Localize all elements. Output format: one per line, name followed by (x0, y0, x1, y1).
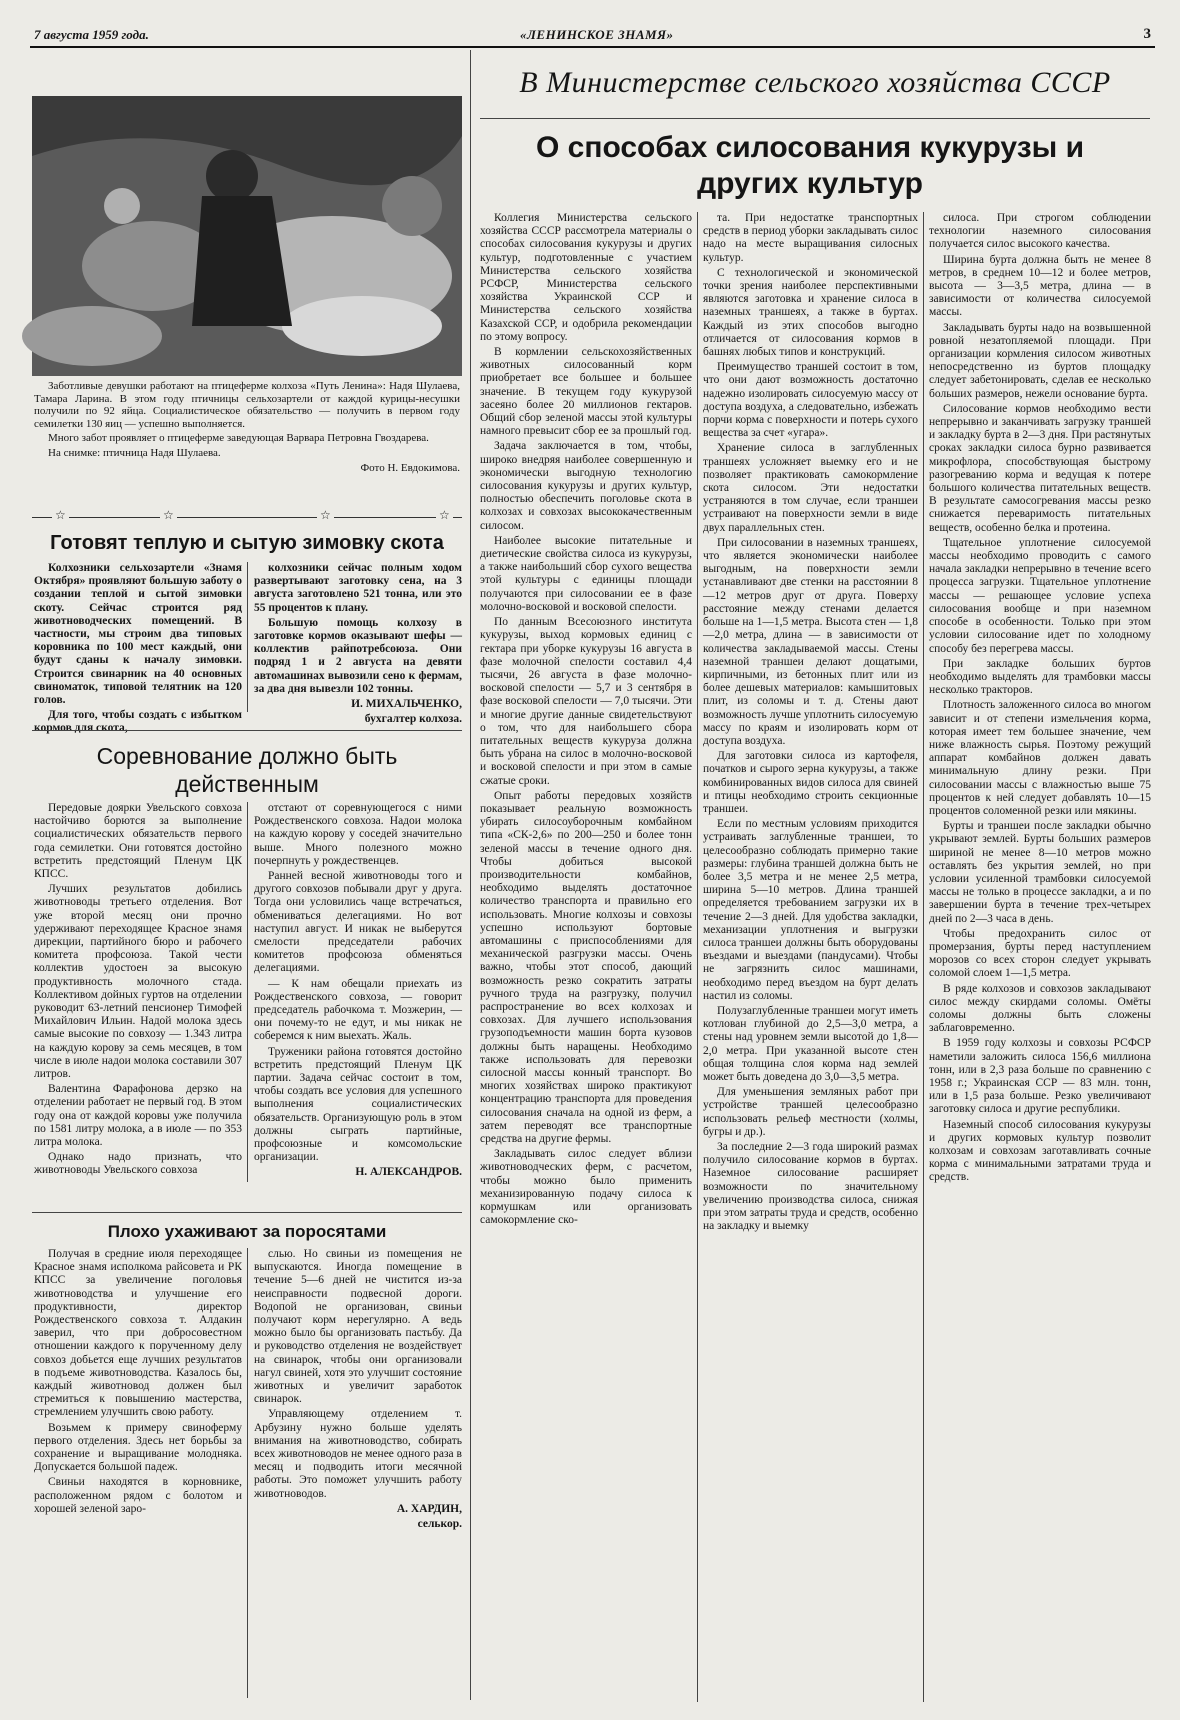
paragraph: Валентина Фарафонова дерзко на отделении работает не первый год. В этом году она от каждой коровы уже получила по 1581 литру молока, а в июле — по 353 литра молока. (34, 1083, 242, 1149)
paragraph: Ширина бурта должна быть не менее 8 метров, в среднем 10—12 и более метров, высота — 3—3,5 метра, длина — в зависимости от количества силосуемой массы. (929, 253, 1151, 319)
paragraph: В кормлении сельскохозяйственных животных силосованный корм приобретает все большее и большее значение. В текущем году кукурузой засеяно более 20 миллионов гектаров. Общий сбор зеленой массы этой культуры намного превысит сбор ее за прошлый год. (480, 346, 692, 438)
paragraph: силоса. При строгом соблюдении технологии наземного силосования получается силос высокого качества. (929, 212, 1151, 251)
paragraph: Силосование кормов необходимо вести непрерывно и заканчивать загрузку траншей и закладку бурта в 2—3 дня. При растянутых сроках закладки силоса бурно развивается микрофлора, способствующая быстрому разогреванию корма и ведущая к потере большого количества питательных веществ. В результате самосогревания массы резко снижается переваримость питательных веществ, особенно белка и протеина. (929, 402, 1151, 534)
paragraph: Для того, чтобы создать с избытком кормов для скота, (34, 709, 242, 735)
divider (32, 730, 462, 731)
paragraph: Большую помощь колхозу в заготовке кормов оказывают шефы — коллектив райпотребсоюза. Они подряд 1 и 2 августа на девяти автомашинах вывозили сено к фермам, за два дня вывезли 102 тонны. (254, 616, 462, 695)
paragraph: Возьмем к примеру свиноферму первого отделения. Здесь нет борьбы за сохранение и выращивание молодняка. Допускается большой падеж. (34, 1421, 242, 1474)
article2-column-2 (254, 802, 462, 1202)
newspaper-name: «ЛЕНИНСКОЕ ЗНАМЯ» (520, 27, 674, 42)
paragraph: Однако надо признать, что животноводы Увельского совхоза (34, 1151, 242, 1177)
paragraph: В 1959 году колхозы и совхозы РСФСР наметили заложить силоса 156,6 миллиона тонн, или в 2,3 раза больше по сравнению с 1958 г.; Украинская ССР — 83 млн. тонн, или в 1,5 раза больше. Резко увеличивают заготовку силоса и другие республики. (929, 1037, 1151, 1116)
paragraph: Для уменьшения земляных работ при устройстве траншей целесообразно использовать рельеф местности (холмы, бугры и др.). (703, 1086, 918, 1138)
article3-signature-role: селькор. (417, 1517, 462, 1530)
page-header (30, 26, 1155, 48)
ministry-section-title: В Министерстве сельского хозяйства СССР (519, 66, 1111, 99)
paragraph: Если по местным условиям приходится устраивать заглубленные траншеи, то целесообразно соблюдать примерно такие размеры: глубина траншей должна быть не более 3,5 метра и не менее 2,5 метра, ширина 5—10 метров. Длина траншей определяется требованием загрузки их в течение 2—3 дней. Для удобства закладки, механизации уплотнения и выгрузки силоса траншеи должны быть оборудованы въездами и выездами (пандусами). Чтобы не загрязнить силос машинами, необходимо перед въездом на бурт делать настил из соломы. (703, 818, 918, 1002)
issue-date: 7 августа 1959 года. (34, 27, 149, 42)
article2-column-1 (34, 802, 242, 1182)
article2-signature: Н. АЛЕКСАНДРОВ. (355, 1166, 462, 1179)
photo-caption (34, 380, 460, 476)
ministry-article-title: О способах силосования кукурузы и других культур (535, 131, 1085, 200)
column-rule (247, 1248, 248, 1698)
paragraph: та. При недостатке транспортных средств в период уборки закладывать силос надо на месте выращивания силосных культур. (703, 212, 918, 264)
divider (32, 1212, 462, 1213)
paragraph: Наиболее высокие питательные и диетические свойства силоса из кукурузы, а также наибольший сбор сухого вещества этой культуры с единицы площади получаются при силосовании ее в фазе молочно-восковой и восковой спелости. (480, 534, 692, 613)
caption-on-picture: На снимке: птичница Надя Шулаева. (48, 446, 221, 459)
article3-signature: А. ХАРДИН, (396, 1502, 462, 1515)
paragraph: Лучших результатов добились животноводы третьего отделения. Вот уже второй месяц они прочно удерживают переходящее Красное знамя дирекции, партийного бюро и рабочего комитета профсоюза. Такой чести коллектив удостоен за высокую продуктивность молочного стада. Коллективом дойных гуртов на отделении руководит 63-летний пенсионер Тимофей Михайлович Ильин. Надой молока здесь самые высокие по совхозу — 1.343 литра на каждую корову за семь месяцев, в том числе в июле надои молока составили 307 литров. (34, 883, 242, 1081)
paragraph: Наземный способ силосования кукурузы и других кормовых культур позволит колхозам и совхозам заготавливать сочные корма с минимальными затратами труда и средств. (929, 1118, 1151, 1184)
paragraph: При закладке больших буртов необходимо выделять для трамбовки массы несколько тракторов. (929, 657, 1151, 697)
paragraph: отстают от соревнующегося с ними Рождественского совхоза. Надои молока на каждую корову у соседей значительно выше. Много полезного можно почерпнуть у рождественцев. (254, 802, 462, 867)
paragraph: Бурты и траншеи после закладки обычно укрывают землей. Бурты больших размеров шириной не менее 8—10 метров можно оставлять без укрытия землей, но при условии усиленной трамбовки силосуемой массы не только в процессе закладки, а и по завершении бурта в течение трех-четырех дней по 2—3 часа в день. (929, 820, 1151, 925)
paragraph: Для заготовки силоса из картофеля, початков и сырого зерна кукурузы, а также комбинированных видов силоса для свиней и птицы необходимо строить секционные траншеи. (703, 750, 918, 815)
column-rule (697, 212, 698, 1702)
poultry-farm-photo (32, 96, 462, 376)
paragraph: Закладывать бурты надо на возвышенной ровной незатопляемой площади. При организации кормления силосом животных непосредственно из буртов площадку следует забетонировать, сделав ее несколько больших размеров, нежели основание бурта. (929, 321, 1151, 400)
paragraph: Плотность заложенного силоса во многом зависит и от степени измельчения корма, которая имеет тем большее значение, чем ниже влажность сырья. Поэтому режущий аппарат комбайнов должен давать минимальную длину резки. При силосовании массы с влажностью выше 75 процентов к ней следует добавлять 10—15 процентов соломенной резки или мякины. (929, 699, 1151, 817)
paragraph: За последние 2—3 года широкий размах получило силосование кормов в буртах. Наземное силосование расширяет возможности по значительному увеличению производства силоса, снижая при этом затраты труда и средств, особенно на закладку и выемку (703, 1141, 918, 1233)
paragraph: Колхозники сельхозартели «Знамя Октября» проявляют большую заботу о создании теплой и сытой зимовки скоту. Сейчас строится ряд животноводческих помещений. В частности, мы строим два типовых коровника по 100 мест каждый, они будут сданы к началу зимовки. Строится свинарник на 40 основных свиноматок, типовой телятник на 120 голов. (34, 562, 242, 707)
paragraph: Ранней весной животноводы того и другого совхозов побывали друг у друга. Тогда они условились чаще встречаться, обмениваться делегациями. Но вот наступил август. И никак не выберутся смелости председатели рабочих комитетов профсоюза обменяться делегациями. (254, 870, 462, 975)
article3-column-2 (254, 1248, 462, 1706)
paragraph: С технологической и экономической точки зрения наиболее перспективными являются заготовка и хранение силоса в наземных траншеях, а также в буртах. Каждый из этих способов выгодно отличается от силосования кормов в башнях любых типов и конструкций. (703, 266, 918, 359)
column-rule (247, 562, 248, 712)
section-rule (470, 50, 471, 1700)
article1-title: Готовят теплую и сытую зимовку скота (50, 532, 444, 554)
page-number: 3 (1143, 26, 1151, 42)
paragraph: Преимущество траншей состоит в том, что они дают возможность достаточно надежно изолировать силосуемую массу от доступа воздуха, а следовательно, избежать порчи корма с поверхности и потерь сухого вещества за счет «угара». (703, 361, 918, 440)
article2-title: Соревнование должно быть действенным (96, 743, 398, 797)
ministry-column-2 (703, 212, 918, 1706)
photo-credit: Фото Н. Евдокимова. (360, 461, 460, 474)
paragraph: Передовые доярки Увельского совхоза настойчиво борются за выполнение социалистических обязательств первого года семилетки. Они готовятся достойно встретить предстоящий Пленум ЦК КПСС. (34, 802, 242, 881)
paragraph: Коллегия Министерства сельского хозяйства СССР рассмотрела материалы о способах силосования кукурузы и других культур, подготовленные с участием Министерства сельского хозяйства РСФСР, Министерства сельского хозяйства Украинской ССР и Министерства сельского хозяйства Казахской ССР, и одобрила рекомендации по этому вопросу. (480, 212, 692, 343)
paragraph: По данным Всесоюзного института кукурузы, выход кормовых единиц с гектара при уборке кукурузы 16 августа в фазе молочной спелости составил 4,4 тысячи, 26 августа в фазе молочно-восковой спелости — 5,7 и 3 сентября в фазе восковой спелости — 7,0 тысячи. Эти и многие другие данные свидетельствуют о том, что для наибольшего сбора питательных веществ кукуруза должна быть убрана на силос в молочно-восковой и восковой спелости и при этом в самые сжатые сроки. (480, 616, 692, 787)
paragraph: Управляющему отделением т. Арбузину нужно больше уделять внимания на животноводство, собирать всех животноводов не менее одного раза в месяц и подводить итоги месячной работы. Это поможет улучшить работу животноводов. (254, 1408, 462, 1500)
paragraph: Хранение силоса в заглубленных траншеях усложняет выемку его и не позволяет практиковать самокормление скота силосом. Эти недостатки устраняются в том случае, если траншеи устраивают на поверхности земли в виде двух параллельных стен. (703, 442, 918, 534)
photo-image (32, 96, 462, 376)
paragraph: Закладывать силос следует вблизи животноводческих ферм, с расчетом, чтобы можно было применить механизированную подачу силоса к кормушкам или организовать самокормление ско- (480, 1148, 692, 1227)
paragraph: При силосовании в наземных траншеях, что является экономически наиболее выгодным, на поверхности земли устанавливают две стенки на расстоянии 8—12 метров друг от друга. Поверху расстояние между стенами делается больше на 1—1,5 метра. Высота стен — 1,8—2,0 метра, длина — в зависимости от количества закладываемой массы. Стены наземной траншеи делают дощатыми, кирпичными, из бетонных плит или из более дешевых материалов: камышитовых плит, из соломы и т. д. Стены дают возможность лучше уплотнить силосуемую массу по краям и изолировать корм от доступа воздуха. (703, 536, 918, 747)
article1-signature: И. МИХАЛЬЧЕНКО, (351, 698, 462, 711)
paragraph: В ряде колхозов и совхозов закладывают силос между скирдами соломы. Омёты соломы должны быть сложены заблаговременно. (929, 982, 1151, 1035)
column-rule (247, 802, 248, 1182)
article1-signature-role: бухгалтер колхоза. (364, 713, 462, 726)
newspaper-page (30, 26, 1155, 1706)
article3-title: Плохо ухаживают за поросятами (107, 1222, 387, 1241)
paragraph: Получая в средние июля переходящее Красное знамя исполкома райсовета и РК КПСС за увеличение поголовья животноводства и улучшение его продуктивности, директор Рождественского совхоза т. Алдакин заверил, что при добросовестном отношении каждого к порученному делу совхоз добьется еще лучших результатов в подъеме животноводства. Казалось бы, каждый животновод должен был стремиться к повышению мастерства, стремлением улучшить свою работу. (34, 1248, 242, 1419)
ministry-column-3 (929, 212, 1151, 1706)
paragraph: — К нам обещали приехать из Рождественского совхоза, — говорит председатель рабочкома т. Мозжерин, — они почему-то не едут, и мы никак не соберемся к ним выехать. Жаль. (254, 977, 462, 1043)
ministry-column-1 (480, 212, 692, 1706)
article1-column-2 (254, 562, 462, 726)
paragraph: Чтобы предохранить силос от промерзания, бурты перед наступлением морозов со всех сторон следует укрывать соломой слоем 1—1,5 метра. (929, 927, 1151, 980)
paragraph: Свиньи находятся в корновнике, расположенном рядом с болотом и хорошей зеленой заро- (34, 1476, 242, 1515)
column-rule (923, 212, 924, 1702)
paragraph: Тщательное уплотнение силосуемой массы необходимо проводить с самого начала закладки непрерывно в течение всего процесса загрузки. Тщательное уплотнение массы — решающее условие успеха силосования вообще и при наземном способе в особенности. Только при этом условии силосование идет по холодному способу без перегрева массы. (929, 536, 1151, 655)
article1-column-1 (34, 562, 242, 735)
divider: ☆ ☆ ☆ ☆ (32, 512, 462, 522)
divider (480, 118, 1150, 119)
paragraph: Труженики района готовятся достойно встретить предстоящий Пленум ЦК партии. Задача сейчас состоит в том, чтобы создать все условия для успешного выполнения социалистических обязательств. Организующую роль в этом должны сыграть партийные, профсоюзные и комсомольские организации. (254, 1045, 462, 1164)
paragraph: Задача заключается в том, чтобы, широко внедряя наиболее совершенную и экономически выгодную технологию силосования кукурузы и других культур, полностью обеспечить поголовье скота в колхозах и совхозах высококачественным силосом. (480, 440, 692, 532)
paragraph: Полузаглубленные траншеи могут иметь котлован глубиной до 2,5—3,0 метра, а стены над уровнем земли высотой до 1,8—2,0 метра. При указанной высоте стен общая толщина слоя корма над землей может быть доведена до 3,0—3,5 метра. (703, 1004, 918, 1083)
caption-text-2: Много забот проявляет о птицеферме заведующая Варвара Петровна Гвоздарева. (48, 432, 429, 445)
article3-column-1 (34, 1248, 242, 1698)
paragraph: слью. Но свиньи из помещения не выпускаются. Иногда помещение в течение 5—6 дней не чистится из-за неисправности подвесной дороги. Водопой не организован, свиньи получают корм нерегулярно. А ведь можно было бы организовать пастьбу. Да и руководство отделения не воздействует на свинарок, чтобы они организовали нагул свиней, хотя это улучшит состояние животных и увеличит заработок свинарок. (254, 1248, 462, 1406)
caption-text: Заботливые девушки работают на птицеферме колхоза «Путь Ленина»: Надя Шулаева, Тамара Ларина. В этом году птичницы сельхозартели от каждой курицы-несушки получили по 92 яйца. Социалистическое обязательство — получить в первом году семилетки 130 яиц — успешно выполняется. (34, 380, 460, 430)
paragraph: колхозники сейчас полным ходом развертывают заготовку сена, на 3 августа заготовлено 521 тонна, или это 55 процентов к плану. (254, 562, 462, 614)
paragraph: Опыт работы передовых хозяйств показывает реальную возможность убирать силосоуборочным комбайном типа «СК-2,6» по 200—250 и более тонн зеленой массы в течение одного дня. Чтобы добиться высокой производительности комбайнов, необходимо выделять достаточное количество транспорта и правильно его использовать. Многие колхозы и совхозы успешно используют бортовые автомашины с приспособлениями для механической разгрузки массы. Очень важно, чтобы этот способ, дающий возможность резко сократить затраты ручного труда на разгрузку, получил распространение во всех колхозах и совхозах. Для лучшего использования грузоподъемности машин борта кузовов должны быть наращены. Необходимо также использовать для перевозки силосной массы конный транспорт. Во многих хозяйствах широко практикуют концентрацию транспорта для проведения силосования сначала на одной из ферм, а затем переводят все транспортные средства на другие фермы. (480, 789, 692, 1146)
